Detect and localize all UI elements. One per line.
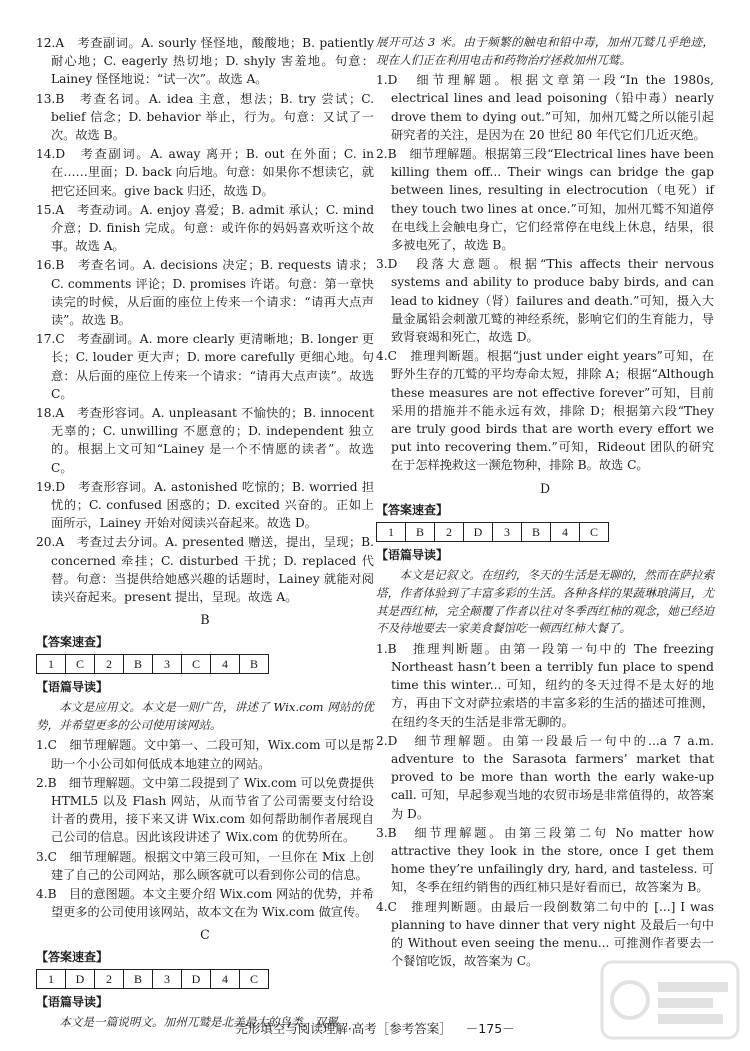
answer-item: 2.B 细节理解题。文中第二段提到了 Wix.com 可以免费提供 HTML5 以及 Flash 网站，从而节省了公司需要支付给设计者的费用，接下来又讲 Wix.com 如何帮助制作者展现自己公司的信息。因此该段讲述了 Wix.com 的优势所在。 — [36, 775, 374, 845]
answer-item: 3.C 细节理解题。根据文中第三段可知，一旦你在 Mix 上创建了自己的公司网站，那么顾客就可以看到你公司的信息。 — [36, 849, 374, 882]
right-column — [376, 34, 714, 972]
answer-cell: 4 — [211, 654, 240, 673]
answer-cell: B — [522, 523, 551, 542]
answer-cell: D — [66, 969, 95, 988]
section-d-heading: D — [539, 480, 551, 496]
guide-text-d: 本文是记叙文。在纽约，冬天的生活是无聊的，然而在萨拉索塔，作者体验到了丰富多彩的生活。各种各样的果蔬琳琅满目，尤其是西红柿，完全颠覆了作者以往对冬季西红柿的观念，她已经迫不及待地要去一家美食餐馆吃一顿西红柿大餐了。 — [376, 568, 714, 636]
answer-cell: C — [580, 523, 609, 542]
answer-cell: 3 — [493, 523, 522, 542]
answer-item: 18.A 考查形容词。A. unpleasant 不愉快的；B. innocent 无辜的；C. unwilling 不愿意的；D. independent 独立的。根据上文可知“Lainey 是一个不情愿的读者”。故选 C。 — [36, 406, 374, 475]
answer-list-c — [376, 71, 714, 474]
answer-cell: 1 — [37, 654, 66, 673]
answer-cell: 4 — [211, 969, 240, 988]
answer-cell: 1 — [377, 523, 406, 542]
guide-text-b: 本文是应用文。本文是一则广告，讲述了 Wix.com 网站的优势，并希望更多的公司使用该网站。 — [36, 700, 374, 732]
answer-item: 17.C 考查副词。A. more clearly 更清晰地；B. longer 更长；C. louder 更大声；D. more carefully 更细心地。句意：从后面的座位上传来一个请求：“请再大点声读”。故选 C。 — [36, 332, 374, 401]
watermark-logo-icon — [600, 960, 740, 1040]
answer-item: 1.D 细节理解题。根据文章第一段“In the 1980s, electrical lines and lead poisoning（铅中毒）nearly drove them to dying out.”可知，加州兀鹫之所以能引起研究者的关注，是因为在 20 世纪 80 年代它们几近灭绝。 — [376, 73, 714, 142]
answer-table-c — [36, 969, 269, 989]
footer-title: 完形填空与阅读理解·高考［参考答案］ — [235, 1021, 452, 1036]
answer-cell: C — [182, 654, 211, 673]
page-number: －175－ — [465, 1021, 515, 1036]
answer-cell: B — [240, 654, 269, 673]
answer-cell: 4 — [551, 523, 580, 542]
answer-item: 16.B 考查名词。A. decisions 决定；B. requests 请求；C. comments 评论；D. promises 许诺。句意：第一章快读完的时候，从后面的座位上传来一个请求：“请再大点声读”。故选 B。 — [36, 258, 374, 328]
answer-cell: 2 — [95, 654, 124, 673]
section-c-heading: C — [200, 927, 210, 943]
answer-cell: 2 — [95, 969, 124, 988]
answer-item: 3.B 细节理解题。由第三段第二句 No matter how attractive they look in the store, once I get them home they’re unfailingly dry, hard, and tasteless. 可知，冬季在纽约销售的西红柿只是好看而已，故答案为 B。 — [376, 825, 714, 895]
answer-item: 13.B 考查名词。A. idea 主意，想法；B. try 尝试；C. belief 信念；D. behavior 举止，行为。句意：又试了一次。故选 B。 — [36, 91, 374, 143]
answer-item: 19.D 考查形容词。A. astonished 吃惊的；B. worried 担忧的；C. confused 困惑的；D. excited 兴奋的。正如上面所示，Lainey 开始对阅读兴奋起来。故选 D。 — [36, 479, 374, 531]
answer-list-b — [36, 736, 374, 921]
answer-item: 14.D 考查副词。A. away 离开；B. out 在外面；C. in 在……里面；D. back 向后地。句意：如果你不想读它，就把它还回来。give back 归还，故选 D。 — [36, 147, 374, 198]
answer-table-d — [376, 522, 609, 542]
answers-heading-d: 【答案速查】 — [376, 502, 449, 517]
answer-cell: 3 — [153, 654, 182, 673]
answer-cell: 2 — [435, 523, 464, 542]
left-column — [36, 34, 374, 1034]
guide-heading-d: 【语篇导读】 — [376, 548, 449, 563]
answers-heading-c: 【答案速查】 — [36, 949, 109, 964]
answer-cell: C — [66, 654, 95, 673]
answer-item: 4.C 推理判断题。根据“just under eight years”可知，在野外生存的兀鹫的平均寿命太短，排除 A；根据“Although these measures are not effective forever”可知，目前采用的措施并不能永远有效，排除 D；根据第六段“They are truly good birds that are worth every effort we put into recovering them.”可知，Rideout 团队的研究在于怎样挽救这一濒危物种，排除 B。故选 C。 — [376, 349, 714, 473]
guide-heading-c: 【语篇导读】 — [36, 994, 109, 1009]
answer-cell: D — [182, 969, 211, 988]
answer-table-b — [36, 654, 269, 674]
answer-item: 20.A 考查过去分词。A. presented 赠送，提出，呈现；B. concerned 牵挂；C. disturbed 干扰；D. replaced 代替。句意：当提供给她感兴趣的话题时，Lainey 就能对阅读兴奋起来。present 提出，呈现。故选 A。 — [36, 535, 374, 605]
guide-heading-b: 【语篇导读】 — [36, 679, 109, 694]
guide-text-c-continued: 展开可达 3 米。由于频繁的触电和铅中毒，加州兀鹫几乎绝迹，现在人们正在利用电击和药物治疗拯救加州兀鹫。 — [376, 35, 714, 67]
answer-list-d — [376, 640, 714, 971]
answer-item: 12.A 考查副词。A. sourly 怪怪地，酸酸地；B. patiently 耐心地；C. eagerly 热切地；D. shyly 害羞地。句意：Lainey 怪怪地说：“试一次”。故选 A。 — [36, 36, 374, 87]
guide-text-c: 本文是一篇说明文。加州兀鹫是北美最大的鸟类，双翼 — [59, 1015, 338, 1030]
answer-list-a — [36, 34, 374, 606]
answer-item: 15.A 考查动词。A. enjoy 喜爱；B. admit 承认；C. mind 介意；D. finish 完成。句意：或许你的妈妈喜欢听这个故事。故选 A。 — [36, 202, 374, 254]
answer-cell: B — [124, 969, 153, 988]
section-b-heading: B — [200, 612, 210, 628]
answer-item: 1.C 细节理解题。文中第一、二段可知，Wix.com 可以是帮助一个小公司如何低成本地建立的网站。 — [36, 738, 374, 771]
answer-cell: C — [240, 969, 269, 988]
answer-item: 2.B 细节理解题。根据第三段“Electrical lines have been killing them off... Their wings can bridge the gap between lines, resulting in electrocution（电死）if they touch two lines at once.”可知，加州兀鹫不知道停在电线上会触电身亡，它们经常停在电线上休息，结果，很多被电死了，故选 B。 — [376, 147, 714, 253]
answer-item: 4.B 目的意图题。本文主要介绍 Wix.com 网站的优势，并希望更多的公司使用该网站，故本文在为 Wix.com 做宣传。 — [36, 886, 374, 920]
answer-cell: B — [406, 523, 435, 542]
answer-cell: 1 — [37, 969, 66, 988]
answer-cell: 3 — [153, 969, 182, 988]
answer-item: 2.D 细节理解题。由第一段最后一句中的...a 7 a.m. adventure to the Sarasota farmers’ market that proved to be more than worth the early wake-up call. 可知，早起参观当地的农贸市场是非常值得的，故答案为 D。 — [376, 733, 714, 821]
answer-item: 1.B 推理判断题。由第一段第一句中的 The freezing Northeast hasn’t been a terribly fun place to spend time this winter... 可知，纽约的冬天过得不是太好的地方，再由下文对萨拉索塔的丰富多彩的生活的描述可推测，在纽约冬天的生活是非常无聊的。 — [376, 641, 714, 729]
answer-cell: B — [124, 654, 153, 673]
answer-item: 3.D 段落大意题。根据“This affects their nervous systems and ability to produce baby birds, and can lead to kidney（肾）failures and death.”可知，摄入大量金属铅会刺激兀鹫的神经系统，影响它们的生育能力，导致肾衰竭和死亡，故选 D。 — [376, 257, 714, 345]
answer-item: 4.C 推理判断题。由最后一段倒数第二句中的 [...] I was planning to have dinner that very night 及最后一句中的 Without even seeing the menu... 可推测作者要去一个餐馆吃饭，故答案为 C。 — [376, 899, 714, 969]
answer-cell: D — [464, 523, 493, 542]
answers-heading-b: 【答案速查】 — [36, 634, 109, 649]
